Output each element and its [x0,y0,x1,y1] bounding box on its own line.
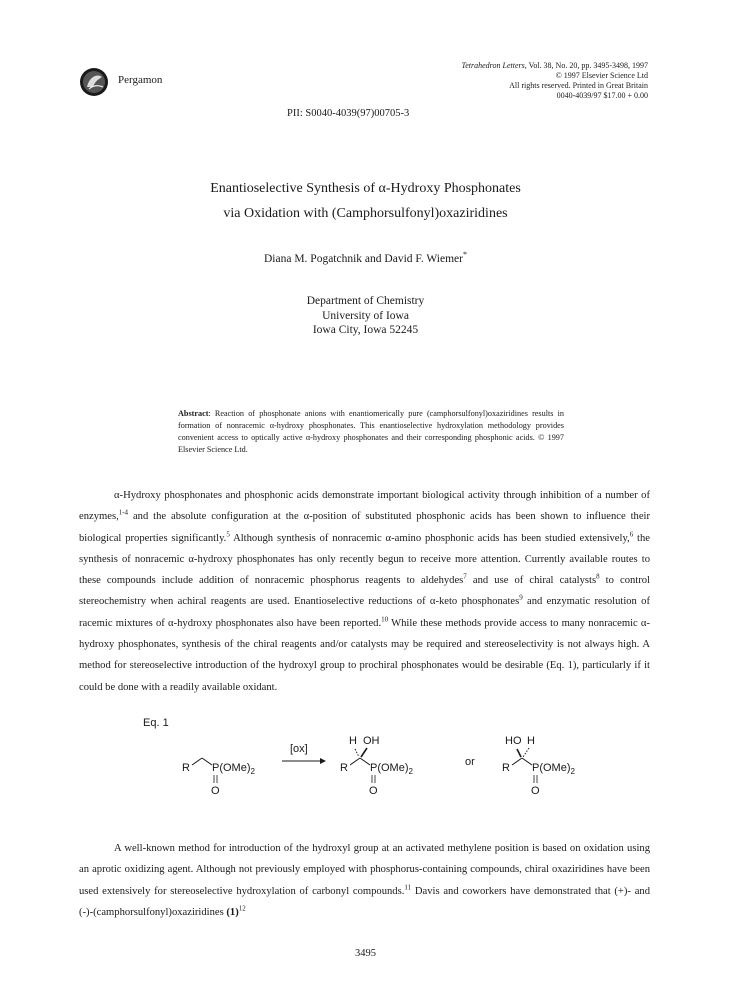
author-names: Diana M. Pogatchnik and David F. Wiemer [264,252,463,265]
ref-superscript: 6 [629,530,634,539]
rights-line: All rights reserved. Printed in Great Britain [509,81,648,90]
product-2-structure [502,735,576,797]
oxygen-label: O [531,785,540,797]
p1-text-4: the synthesis of nonracemic α-hydroxy phosphonates has only recently begun to receive more attention. Currently available routes to these compounds include addition of nonracemic phosphorus reagents to aldehydes [79,532,650,587]
p1-text-5: and use of chiral catalysts [466,575,597,587]
arrow-head [320,758,326,764]
oh-label: OH [363,735,380,747]
title-line-1: Enantioselective Synthesis of α-Hydroxy Phosphonates [210,181,521,196]
page-number: 3495 [355,948,376,959]
p1-text-1: α-Hydroxy phosphonates and phosphonic acids demonstrate important biological activity through inhibition of a number of enzymes, [79,490,650,523]
reactant-structure [182,758,256,797]
bond-line [360,758,370,765]
paragraph-1 [79,485,650,698]
p2-text-2: Davis and coworkers have demonstrated that (+)- and (-)-(camphorsulfonyl)oxaziridines [79,885,650,918]
author-list [0,250,731,265]
bond-line [522,758,532,765]
journal-info [348,61,648,101]
phosphonate-label: $P(OMe)_2$ [212,762,255,776]
p1-text-6: to control stereochemistry when achiral reagents are used. Enantioselective reductions of α-keto phosphonates [79,575,651,608]
affiliation [0,294,731,338]
h-label: H [349,735,357,747]
price-line: 0040-4039/97 $17.00 + 0.00 [556,91,648,100]
equation-1-scheme [160,725,640,825]
oxygen-label: O [211,785,220,797]
wedge-bond [361,748,367,757]
or-label: or [465,756,475,768]
bond-line [350,758,360,765]
r-group-label: R [182,762,190,774]
p1-text-3: Although synthesis of nonracemic α-amino phosphonic acids has been studied extensively, [229,532,630,544]
p2-text-1: A well-known method for introduction of the hydroxyl group at an activated methylene position is based on oxidation using an aprotic oxidizing agent. Although not previously employed with phosphorus-containing compounds, chiral oxaziridines have been used extensively for stereoselective hydroxylation of carbonyl compounds. [79,843,650,897]
abstract-text: : Reaction of phosphonate anions with enantiomerically pure (camphorsulfonyl)oxaziridines results in formation of nonracemic α-hydroxy phosphonates. This enantioselective hydroxylation methodology provides convenient access to optically active α-hydroxy phosphonates and their corresponding phosphonic acids. © 1997 Elsevier Science Ltd. [178,409,564,454]
publisher-name: Pergamon [118,74,163,86]
abstract-label: Abstract [178,409,209,418]
equation-label: Eq. 1 [143,717,169,729]
r-group-label: R [340,762,348,774]
journal-citation [348,61,648,71]
affiliation-university: University of Iowa [322,309,409,322]
oxidant-label: [ox] [290,743,308,755]
ref-superscript: 11 [404,883,412,892]
ref-superscript: 12 [238,904,246,913]
ref-superscript: 1-4 [118,508,129,517]
product-1-structure [340,735,414,797]
pii-identifier: PII: S0040-4039(97)00705-3 [287,108,410,119]
hashed-bond [523,748,529,757]
copyright-line: © 1997 Elsevier Science Ltd [555,71,648,80]
affiliation-department: Department of Chemistry [306,295,425,307]
ref-superscript: 10 [381,615,389,624]
affiliation-city: Iowa City, Iowa 52245 [312,324,419,336]
abstract [178,408,564,456]
ho-label: HO [505,735,522,747]
ref-superscript: 9 [519,593,523,602]
ref-superscript: 5 [226,530,230,539]
reaction-arrow [282,743,326,764]
phosphonate-label: $P(OMe)_2$ [370,762,413,776]
p1-text-7: and enzymatic resolution of racemic mixtures of α-hydroxy phosphonates also have been reported. [79,596,650,629]
bond-line [192,758,202,765]
title-line-2: via Oxidation with (Camphorsulfonyl)oxaziridines [223,206,508,221]
paper-title [0,176,731,226]
compound-number: (1) [226,906,239,918]
bond-line [202,758,212,765]
pergamon-logo [79,67,109,97]
oxygen-label: O [369,785,378,797]
hashed-bond [355,749,359,757]
wedge-bond [517,749,521,757]
phosphonate-label: $P(OMe)_2$ [532,762,575,776]
ref-superscript: 7 [463,572,467,581]
h-label: H [527,735,535,747]
ref-superscript: 8 [596,572,600,581]
bond-line [512,758,522,765]
journal-name: Tetrahedron Letters [461,61,525,70]
journal-details: , Vol. 38, No. 20, pp. 3495-3498, 1997 [524,61,648,70]
paragraph-2 [79,838,650,923]
p1-text-2: and the absolute configuration at the α-position of substituted phosphonic acids has been shown to influence their biological properties significantly. [79,511,650,544]
corresponding-author-mark: * [462,250,467,259]
p1-text-8: While these methods provide access to many nonracemic α-hydroxy phosphonates, synthesis of the chiral reagents and/or catalysts may be required and stereoselectivity is not always high. A method for stereoselective introduction of the hydroxyl group to prochiral phosphonates would be desirable (Eq. 1), particularly if it could be done with a readily available oxidant. [79,617,651,693]
r-group-label: R [502,762,510,774]
